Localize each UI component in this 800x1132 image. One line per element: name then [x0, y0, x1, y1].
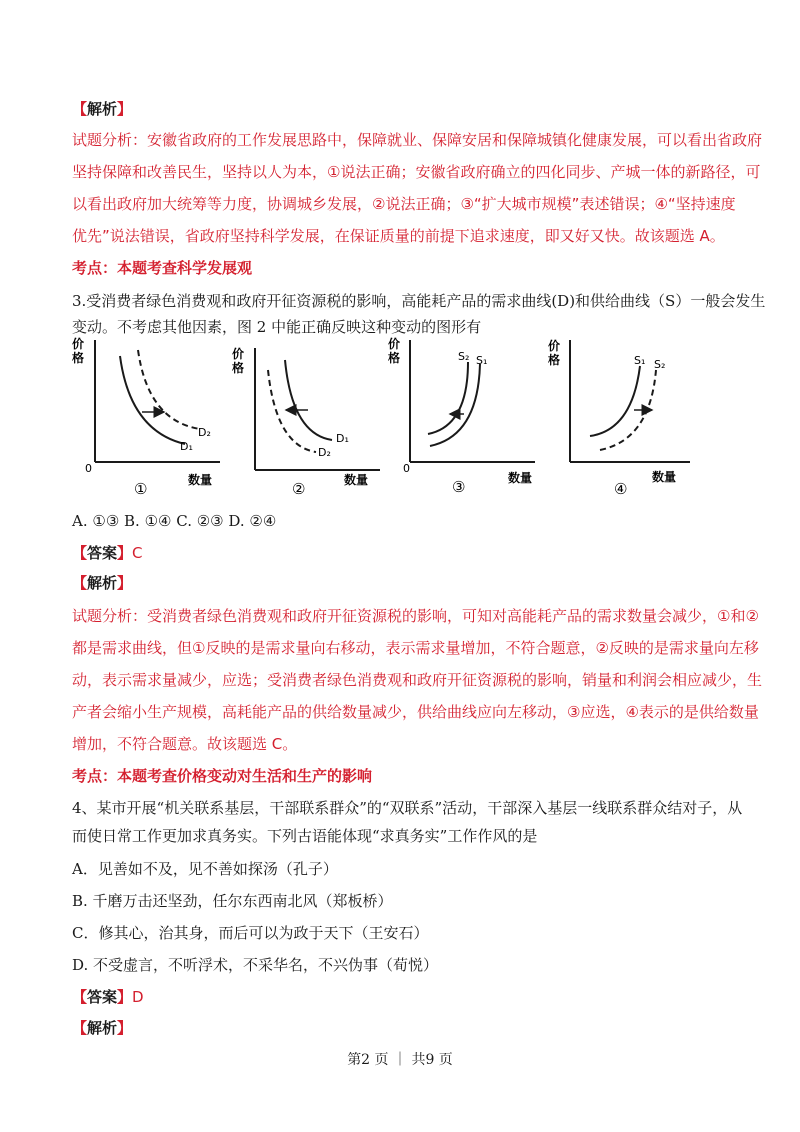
- graph-2-curve-d1: [285, 360, 332, 440]
- graph-1-label-a: D₂: [198, 426, 211, 439]
- analysis-1-line-2: 坚持保障和改善民生，坚持以人为本，①说法正确；安徽省政府确立的四化同步、产城一体的新路径，可: [72, 163, 761, 181]
- graph-3-number: ③: [452, 478, 466, 496]
- question-4-option-c: C．修其心，治其身，而后可以为政于天下（王安石）: [72, 924, 429, 942]
- analysis-heading-1: 【解析】: [72, 100, 133, 118]
- analysis-1-line-1: 试题分析：安徽省政府的工作发展思路中，保障就业、保障安居和保障城镇化健康发展，可以看出省政府: [72, 131, 763, 149]
- answer-3: 【答案】C: [72, 544, 143, 562]
- graph-4-ylabel-2: 格: [548, 353, 561, 367]
- analysis-1-line-4: 优先”说法错误，省政府坚持科学发展，在保证质量的前提下追求速度，即又好又快。故该题选 A。: [72, 227, 725, 245]
- graph-1-curve-d2: [138, 350, 200, 429]
- graph-4-curve-s1: [590, 366, 640, 436]
- supply-demand-figure: [60, 326, 740, 502]
- analysis-3-line-4: 产者会缩小生产规模，高耗能产品的供给数量减少，供给曲线应向左移动，③应选，④表示的是供给数量: [72, 703, 759, 721]
- graph-3-curve-s1: [428, 362, 468, 434]
- question-4-option-d: D. 不受虚言，不听浮术，不采华名，不兴伪事（荀悦）: [72, 956, 439, 974]
- graph-4-xlabel: 数量: [652, 470, 677, 484]
- graph-1: [72, 336, 220, 498]
- question-4-option-a: A．见善如不及，见不善如探汤（孔子）: [72, 860, 338, 878]
- graph-2-label-b: D₂: [318, 446, 331, 459]
- kaodian-3: 考点：本题考查价格变动对生活和生产的影响: [72, 767, 373, 785]
- analysis-3-line-3: 动，表示需求量减少，应选；受消费者绿色消费观和政府开征资源税的影响，销量和利润会相应减少，生: [72, 671, 763, 689]
- graph-4-number: ④: [614, 480, 628, 498]
- graph-4-label-a: S₁: [634, 354, 646, 367]
- graph-3-label-b: S₁: [476, 354, 488, 367]
- analysis-3-line-5: 增加，不符合题意。故该题选 C。: [72, 735, 298, 753]
- question-4-line-2: 而使日常工作更加求真务实。下列古语能体现“求真务实”工作作风的是: [72, 827, 538, 845]
- graph-2: [232, 346, 380, 498]
- graph-1-origin: 0: [85, 462, 92, 475]
- graph-1-number: ①: [134, 480, 148, 498]
- graph-3-label-a: S₂: [458, 350, 470, 363]
- question-3-line-1: 3.受消费者绿色消费观和政府开征资源税的影响，高能耗产品的需求曲线(D)和供给曲线（S）一般会发生: [72, 292, 766, 310]
- graph-4-label-b: S₂: [654, 358, 666, 371]
- graph-3-xlabel: 数量: [508, 471, 533, 485]
- question-3-options: A. ①③ B. ①④ C. ②③ D. ②④: [72, 512, 277, 530]
- graph-3: [388, 336, 535, 496]
- kaodian-1: 考点：本题考查科学发展观: [72, 259, 253, 277]
- page-footer: 第2 页 ｜ 共9 页: [347, 1052, 453, 1068]
- graph-2-number: ②: [292, 480, 306, 498]
- graph-2-ylabel-1: 价: [232, 347, 245, 361]
- graph-1-label-b: D₁: [180, 440, 193, 453]
- graph-1-curve-d1: [120, 356, 185, 444]
- analysis-3-line-2: 都是需求曲线，但①反映的是需求量向右移动，表示需求量增加，不符合题意，②反映的是需求量向左移: [72, 639, 759, 657]
- graph-3-ylabel-2: 格: [388, 351, 401, 365]
- question-4-option-b: B. 千磨万击还坚劲，任尔东西南北风（郑板桥）: [72, 892, 393, 910]
- graph-4: [548, 338, 690, 498]
- graph-2-xlabel: 数量: [344, 473, 369, 487]
- answer-4: 【答案】D: [72, 988, 144, 1006]
- analysis-heading-3: 【解析】: [72, 574, 133, 592]
- question-4-line-1: 4、某市开展“机关联系基层，干部联系群众”的“双联系”活动，干部深入基层一线联系群众结对子，从: [72, 799, 743, 817]
- graph-3-ylabel-1: 价: [388, 337, 401, 351]
- analysis-1-line-3: 以看出政府加大统筹等力度，协调城乡发展，②说法正确；③“扩大城市规模”表述错误；④“坚持速度: [72, 195, 736, 213]
- graph-1-ylabel-1: 价: [72, 337, 85, 351]
- analysis-heading-4: 【解析】: [72, 1019, 133, 1037]
- question-3-line-2: 变动。不考虑其他因素，图 2 中能正确反映这种变动的图形有: [72, 318, 482, 336]
- analysis-3-line-1: 试题分析：受消费者绿色消费观和政府开征资源税的影响，可知对高能耗产品的需求数量会减少，①和②: [72, 607, 759, 625]
- graph-3-curve-s2: [430, 364, 480, 446]
- graph-1-xlabel: 数量: [188, 473, 213, 487]
- graph-2-label-a: D₁: [336, 432, 349, 445]
- graph-2-ylabel-2: 格: [232, 361, 245, 375]
- graph-4-ylabel-1: 价: [548, 339, 561, 353]
- graph-3-origin: 0: [403, 462, 410, 475]
- graph-1-ylabel-2: 格: [72, 351, 85, 365]
- graph-2-curve-d2: [268, 370, 316, 452]
